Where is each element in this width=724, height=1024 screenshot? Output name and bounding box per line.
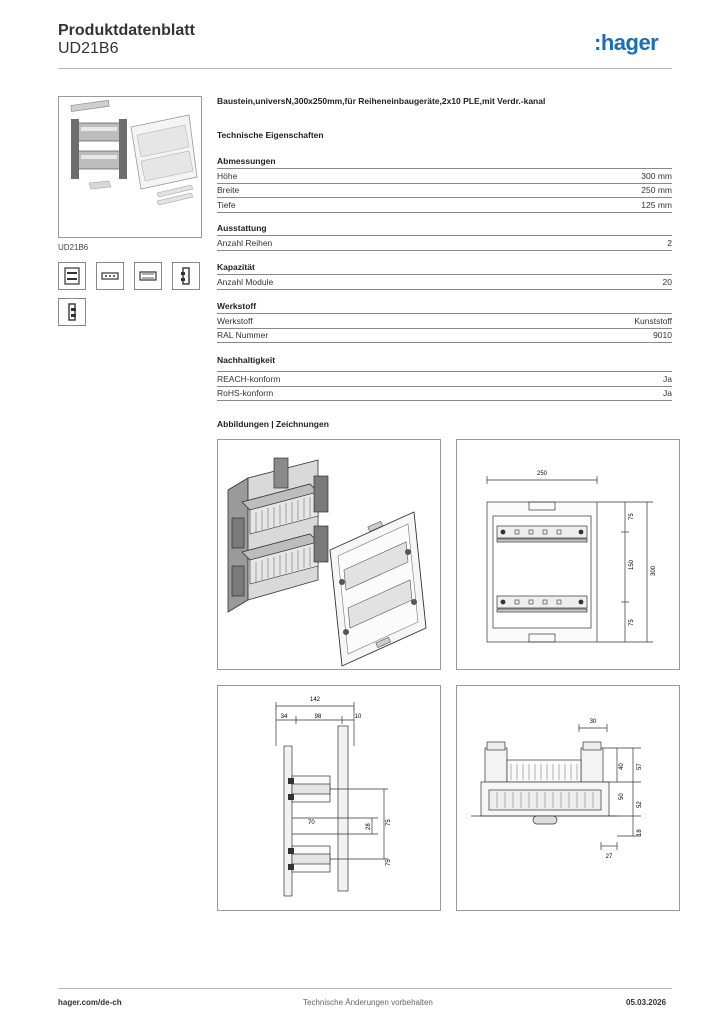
- spec-value: Ja: [663, 374, 672, 384]
- thumb-side-view-2[interactable]: [58, 298, 86, 326]
- spec-key: Tiefe: [217, 200, 236, 210]
- figures-heading: Abbildungen | Zeichnungen: [217, 419, 329, 429]
- isometric-drawing-icon: [218, 440, 440, 669]
- spec-value: 2: [667, 238, 672, 248]
- spec-value: Ja: [663, 388, 672, 398]
- dim-c: 57: [637, 763, 643, 770]
- spec-row-modules: [217, 274, 672, 290]
- dim-d: 50: [619, 793, 625, 800]
- dim-width: 250: [536, 471, 548, 477]
- product-photo-icon: [59, 97, 201, 237]
- product-description: Baustein,universN,300x250mm,für Reiheneinbaugeräte,2x10 PLE,mit Verdr.-kanal: [217, 96, 546, 106]
- spec-row-ral: [217, 328, 672, 343]
- dim-e: 75: [386, 819, 392, 826]
- dim-c: 10: [354, 714, 362, 720]
- figure-side-view: [217, 685, 441, 911]
- dim-a: 30: [589, 719, 597, 725]
- spec-key: RoHS-konform: [217, 388, 274, 398]
- spec-value: 9010: [653, 330, 672, 340]
- spec-key: Anzahl Module: [217, 277, 274, 287]
- spec-row-rows: [217, 235, 672, 251]
- module-front-icon: [62, 266, 82, 286]
- spec-value: Kunststoff: [634, 316, 672, 326]
- dim-mid: 150: [629, 559, 635, 570]
- figure-top-view: [456, 685, 680, 911]
- spec-key: Breite: [217, 185, 240, 195]
- spec-row-width: [217, 183, 672, 198]
- thumb-rail-view[interactable]: [96, 262, 124, 290]
- dim-total: 300: [651, 565, 657, 576]
- spec-value: 250 mm: [641, 185, 672, 195]
- header-divider: [58, 68, 672, 69]
- spec-key: Höhe: [217, 171, 238, 181]
- material-heading: Werkstoff: [217, 301, 257, 311]
- thumb-top-view[interactable]: [134, 262, 162, 290]
- footer-note: Technische Änderungen vorbehalten: [303, 998, 433, 1007]
- capacity-heading: Kapazität: [217, 262, 255, 272]
- side-profile-icon: [62, 302, 82, 322]
- product-code: UD21B6: [58, 40, 119, 57]
- spec-row-depth: [217, 198, 672, 213]
- equipment-heading: Ausstattung: [217, 223, 267, 233]
- dim-total: 142: [309, 697, 321, 703]
- dimensions-heading: Abmessungen: [217, 156, 276, 166]
- top-view-drawing: [457, 686, 679, 910]
- thumb-side-view[interactable]: [172, 262, 200, 290]
- spec-key: RAL Nummer: [217, 330, 269, 340]
- front-view-drawing: [457, 440, 679, 669]
- page-title: Produktdatenblatt: [58, 22, 195, 39]
- spec-value: 125 mm: [641, 200, 672, 210]
- rail-icon: [100, 266, 120, 286]
- dim-bottom: 75: [629, 619, 635, 626]
- logo-text: hager: [600, 30, 659, 55]
- dim-g: 27: [605, 854, 613, 860]
- logo-mark-icon: :: [594, 30, 601, 55]
- spec-row-height: [217, 168, 672, 184]
- dim-g: 75: [386, 859, 392, 866]
- dim-b: 40: [619, 763, 625, 770]
- spec-key: Werkstoff: [217, 316, 253, 326]
- spec-row-reach: [217, 371, 672, 387]
- spec-row-rohs: [217, 386, 672, 401]
- side-view-icon: [176, 266, 196, 286]
- spec-key: REACH-konform: [217, 374, 281, 384]
- spec-key: Anzahl Reihen: [217, 238, 273, 248]
- spec-row-material: [217, 313, 672, 329]
- dim-f: 70: [308, 820, 315, 826]
- footer-divider: [58, 988, 672, 989]
- dim-a: 34: [280, 714, 288, 720]
- thumb-front-view[interactable]: [58, 262, 86, 290]
- dim-b: 98: [314, 714, 322, 720]
- sustainability-heading: Nachhaltigkeit: [217, 355, 276, 365]
- brand-logo: [594, 30, 658, 56]
- spec-value: 20: [662, 277, 672, 287]
- tech-properties-heading: Technische Eigenschaften: [217, 130, 324, 140]
- top-view-icon: [138, 266, 158, 286]
- spec-value: 300 mm: [641, 171, 672, 181]
- footer-website-link[interactable]: hager.com/de-ch: [58, 998, 122, 1007]
- side-view-drawing: [218, 686, 440, 910]
- product-thumbnail[interactable]: [58, 96, 202, 238]
- dim-e: 52: [637, 801, 643, 808]
- figure-isometric: [217, 439, 441, 670]
- dim-top: 75: [629, 513, 635, 520]
- thumbnail-label: UD21B6: [58, 243, 89, 252]
- footer-date: 05.03.2026: [626, 998, 667, 1007]
- figure-front-view: [456, 439, 680, 670]
- dim-f: 18: [637, 829, 643, 836]
- dim-d: 28: [366, 823, 372, 830]
